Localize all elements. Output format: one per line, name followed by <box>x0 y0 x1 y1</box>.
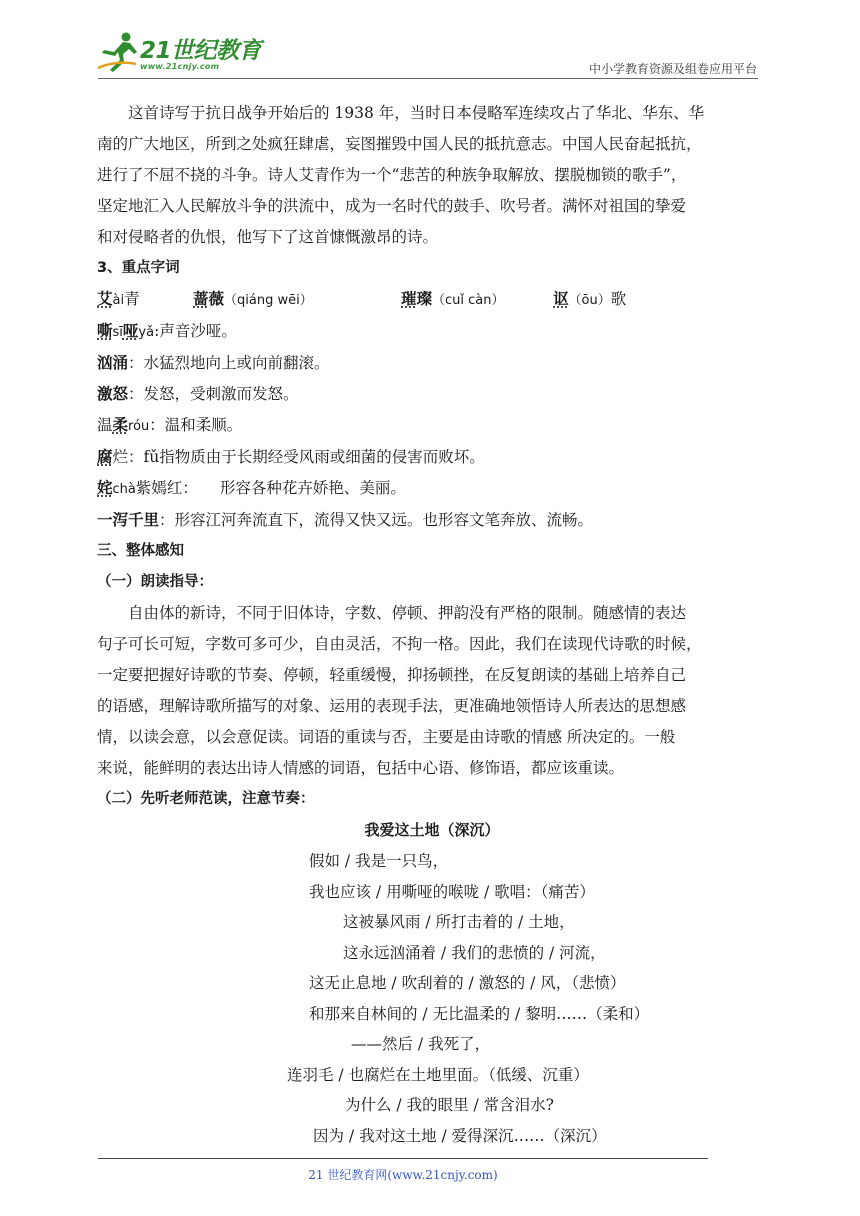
vocab-row: 嘶sī哑yǎ:声音沙哑。 <box>97 322 237 340</box>
guide-line: 的语感，理解诗歌所描写的对象、运用的表现手法，更准确地领悟诗人所表达的思想感 <box>97 697 687 715</box>
vocab-row <box>97 284 767 316</box>
poem-line: 连羽毛 / 也腐烂在土地里面。（低缓、沉重） <box>287 1065 589 1084</box>
poem-line: 因为 / 我对这土地 / 爱得深沉……（深沉） <box>313 1126 607 1145</box>
footer-divider <box>98 1158 708 1159</box>
document-body <box>97 98 767 1151</box>
vocab-definition: 激怒：发怒，受刺激而发怒。 <box>97 385 299 403</box>
poem-line: 这被暴风雨 / 所打击着的 / 土地， <box>343 913 575 931</box>
poem-line: 和那来自林间的 / 无比温柔的 / 黎明……（柔和） <box>309 1004 650 1023</box>
poem-line: 假如 / 我是一只鸟， <box>309 852 449 870</box>
poem-line: 这永远汹涌着 / 我们的悲愤的 / 河流， <box>343 943 606 962</box>
vocab-definition: 姹chà紫嫣红： 形容各种花卉娇艳、美丽。 <box>97 479 406 497</box>
vocab-definition: 汹涌：水猛烈地向上或向前翻滚。 <box>97 354 330 372</box>
vocab-definition: 腐烂：fǔ指物质由于长期经受风雨或细菌的侵害而败坏。 <box>97 448 485 466</box>
vocab-item: 艾ài青 <box>97 290 140 308</box>
poem-line: 这无止息地 / 吹刮着的 / 激怒的 / 风，（悲愤） <box>309 974 626 992</box>
guide-line: 情，以读会意，以会意促读。词语的重读与否，主要是由诗歌的情感 所决定的。一般 <box>97 728 676 746</box>
subsection-heading-reading-guide: （一）朗读指导： <box>97 574 213 590</box>
section-heading-key-words: 3、重点字词 <box>97 260 180 276</box>
intro-line: 和对侵略者的仇恨，他写下了这首慷慨激昂的诗。 <box>97 228 439 246</box>
poem <box>97 815 767 1151</box>
vocab-definition: 温柔róu：温和柔顺。 <box>97 416 243 434</box>
poem-line: ——然后 / 我死了， <box>351 1035 491 1053</box>
subsection-heading-teacher-reading: （二）先听老师范读，注意节奏： <box>97 791 315 807</box>
poem-line: 为什么 / 我的眼里 / 常含泪水? <box>345 1096 554 1114</box>
intro-line: 南的广大地区，所到之处疯狂肆虐，妄图摧毁中国人民的抵抗意志。中国人民奋起抵抗， <box>97 135 702 153</box>
runner-logo-icon <box>96 30 142 76</box>
footer-link[interactable]: 21 世纪教育网(www.21cnjy.com) <box>308 1168 498 1182</box>
vocab-item: 蔷薇（qiáng wēi） <box>193 290 313 308</box>
guide-line: 自由体的新诗，不同于旧体诗，字数、停顿、押韵没有严格的限制。随感情的表达 <box>128 604 687 622</box>
logo-title: 21世纪教育 <box>140 38 262 64</box>
guide-line: 来说，能鲜明的表达出诗人情感的词语，包括中心语、修饰语，都应该重读。 <box>97 759 625 777</box>
guide-line: 句子可长可短，字数可多可少，自由灵活，不拘一格。因此，我们在读现代诗歌的时候， <box>97 635 702 653</box>
intro-line: 坚定地汇入人民解放斗争的洪流中，成为一名时代的鼓手、吹号者。满怀对祖国的挚爱 <box>97 197 687 215</box>
intro-line: 进行了不屈不挠的斗争。诗人艾青作为一个“悲苦的种族争取解放、摆脱枷锁的歌手”， <box>97 166 687 184</box>
vocab-definition: 一泻千里：形容江河奔流直下，流得又快又远。也形容文笔奔放、流畅。 <box>97 511 594 529</box>
poem-title: 我爱这土地（深沉） <box>364 821 500 839</box>
intro-paragraph <box>97 98 767 253</box>
vocab-item: 讴（ōu）歌 <box>553 290 627 308</box>
section-heading-overall: 三、整体感知 <box>97 543 184 559</box>
site-logo[interactable] <box>96 30 266 78</box>
vocab-item: 璀璨（cuǐ càn） <box>401 290 505 308</box>
guide-line: 一定要把握好诗歌的节奏、停顿，轻重缓慢，抑扬顿挫，在反复朗读的基础上培养自己 <box>97 666 687 684</box>
header-divider <box>98 78 758 79</box>
page-header <box>0 0 860 90</box>
logo-url: www.21cnjy.com <box>140 62 220 71</box>
poem-line: 我也应该 / 用嘶哑的喉咙 / 歌唱：（痛苦） <box>309 882 595 901</box>
intro-line: 这首诗写于抗日战争开始后的 1938 年，当时日本侵略军连续攻占了华北、华东、华 <box>128 104 705 122</box>
reading-guide-paragraph <box>97 598 767 784</box>
header-platform-name: 中小学教育资源及组卷应用平台 <box>588 62 757 76</box>
